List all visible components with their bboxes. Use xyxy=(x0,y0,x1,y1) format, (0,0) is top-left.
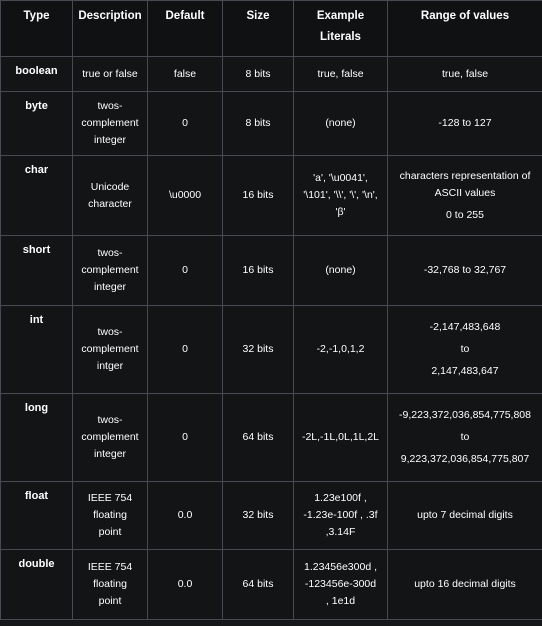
description-cell xyxy=(73,394,148,482)
example-line: (none) xyxy=(325,264,356,276)
example-line: -1.23e-100f , .3f xyxy=(303,509,378,521)
range-line: characters representation of xyxy=(399,169,531,182)
example-line: '\101', '\\', '\', '\n', xyxy=(303,189,378,201)
description-line: point xyxy=(98,526,122,538)
example-cell xyxy=(294,156,388,236)
size-cell: 64 bits xyxy=(223,394,294,482)
range-line: to xyxy=(460,343,470,355)
default-cell: 0 xyxy=(148,92,223,156)
example-line: , 1e1d xyxy=(325,595,356,607)
table-row xyxy=(1,92,542,156)
type-cell: byte xyxy=(1,92,73,156)
range-line: true, false xyxy=(441,67,489,80)
description-line: twos- xyxy=(97,247,123,259)
header-default: Default xyxy=(148,1,223,57)
description-line: twos- xyxy=(97,414,123,426)
table-row xyxy=(1,57,542,92)
size-cell: 16 bits xyxy=(223,156,294,236)
example-cell xyxy=(294,92,388,156)
header-type: Type xyxy=(1,1,73,57)
default-cell: false xyxy=(148,57,223,92)
size-cell: 8 bits xyxy=(223,57,294,92)
example-cell xyxy=(294,482,388,550)
type-cell: int xyxy=(1,306,73,394)
example-line: (none) xyxy=(325,117,356,129)
description-cell xyxy=(73,482,148,550)
example-line: -2L,-1L,0L,1L,2L xyxy=(301,431,380,443)
description-line: intger xyxy=(96,360,124,372)
description-line: twos- xyxy=(97,100,123,112)
description-line: integer xyxy=(93,281,127,293)
description-line: complement xyxy=(81,117,139,129)
example-cell xyxy=(294,236,388,306)
default-cell: \u0000 xyxy=(148,156,223,236)
description-line: IEEE 754 xyxy=(87,561,133,573)
size-cell: 16 bits xyxy=(223,236,294,306)
description-line: floating xyxy=(93,509,127,521)
type-cell: long xyxy=(1,394,73,482)
description-cell xyxy=(73,156,148,236)
range-cell xyxy=(388,550,542,620)
description-cell xyxy=(73,57,148,92)
example-cell xyxy=(294,57,388,92)
default-cell: 0.0 xyxy=(148,482,223,550)
range-line: 2,147,483,647 xyxy=(431,365,499,377)
range-line: 0 to 255 xyxy=(446,208,484,221)
table-row xyxy=(1,482,542,550)
range-line: -32,768 to 32,767 xyxy=(423,264,507,276)
range-cell xyxy=(388,236,542,306)
example-cell xyxy=(294,394,388,482)
type-cell: boolean xyxy=(1,57,73,92)
description-line: integer xyxy=(93,448,127,460)
description-line: complement xyxy=(81,431,139,443)
description-cell xyxy=(73,92,148,156)
description-cell xyxy=(73,236,148,306)
default-cell: 0 xyxy=(148,236,223,306)
range-cell xyxy=(388,57,542,92)
range-cell xyxy=(388,482,542,550)
range-line: -128 to 127 xyxy=(438,117,492,129)
default-cell: 0.0 xyxy=(148,550,223,620)
range-cell xyxy=(388,306,542,394)
description-line: integer xyxy=(93,134,127,146)
table-row xyxy=(1,156,542,236)
header-description: Description xyxy=(73,1,148,57)
range-line: to xyxy=(460,431,470,443)
type-cell: short xyxy=(1,236,73,306)
type-cell: float xyxy=(1,482,73,550)
description-line: complement xyxy=(81,343,139,355)
range-cell xyxy=(388,92,542,156)
header-size: Size xyxy=(223,1,294,57)
description-cell xyxy=(73,306,148,394)
example-line: 1.23456e300d , xyxy=(304,561,377,573)
range-line: -9,223,372,036,854,775,808 xyxy=(399,409,531,421)
example-line: ,3.14F xyxy=(325,526,356,538)
description-line: Unicode xyxy=(90,180,130,193)
default-cell: 0 xyxy=(148,394,223,482)
header-example-literals: Example Literals xyxy=(294,1,388,57)
description-line: complement xyxy=(81,264,139,276)
size-cell: 8 bits xyxy=(223,92,294,156)
example-line: 'β' xyxy=(335,206,346,218)
size-cell: 32 bits xyxy=(223,306,294,394)
range-line: upto 16 decimal digits xyxy=(414,578,516,590)
header-range-of-values: Range of values xyxy=(388,1,542,57)
example-line: -123456e-300d xyxy=(304,578,377,590)
range-line: 9,223,372,036,854,775,807 xyxy=(400,453,530,465)
size-cell: 32 bits xyxy=(223,482,294,550)
description-line: twos- xyxy=(97,326,123,338)
example-line: 'a', '\u0041', xyxy=(313,172,368,184)
table-row xyxy=(1,306,542,394)
description-line: IEEE 754 xyxy=(87,492,133,504)
size-cell: 64 bits xyxy=(223,550,294,620)
description-cell xyxy=(73,550,148,620)
range-line: ASCII values xyxy=(434,186,496,199)
header-row xyxy=(1,1,542,57)
table-row xyxy=(1,394,542,482)
description-line: floating xyxy=(93,578,127,590)
example-cell xyxy=(294,306,388,394)
description-line: true or false xyxy=(82,67,138,80)
description-line: character xyxy=(88,197,132,210)
description-line: point xyxy=(98,595,122,607)
type-cell: char xyxy=(1,156,73,236)
example-cell xyxy=(294,550,388,620)
table-row xyxy=(1,236,542,306)
example-line: -2,-1,0,1,2 xyxy=(316,343,365,355)
table-row xyxy=(1,550,542,620)
range-line: -2,147,483,648 xyxy=(429,321,501,333)
example-line: true, false xyxy=(317,67,364,80)
example-line: 1.23e100f , xyxy=(314,492,367,504)
range-cell xyxy=(388,156,542,236)
range-cell xyxy=(388,394,542,482)
default-cell: 0 xyxy=(148,306,223,394)
range-line: upto 7 decimal digits xyxy=(417,509,513,521)
type-cell: double xyxy=(1,550,73,620)
